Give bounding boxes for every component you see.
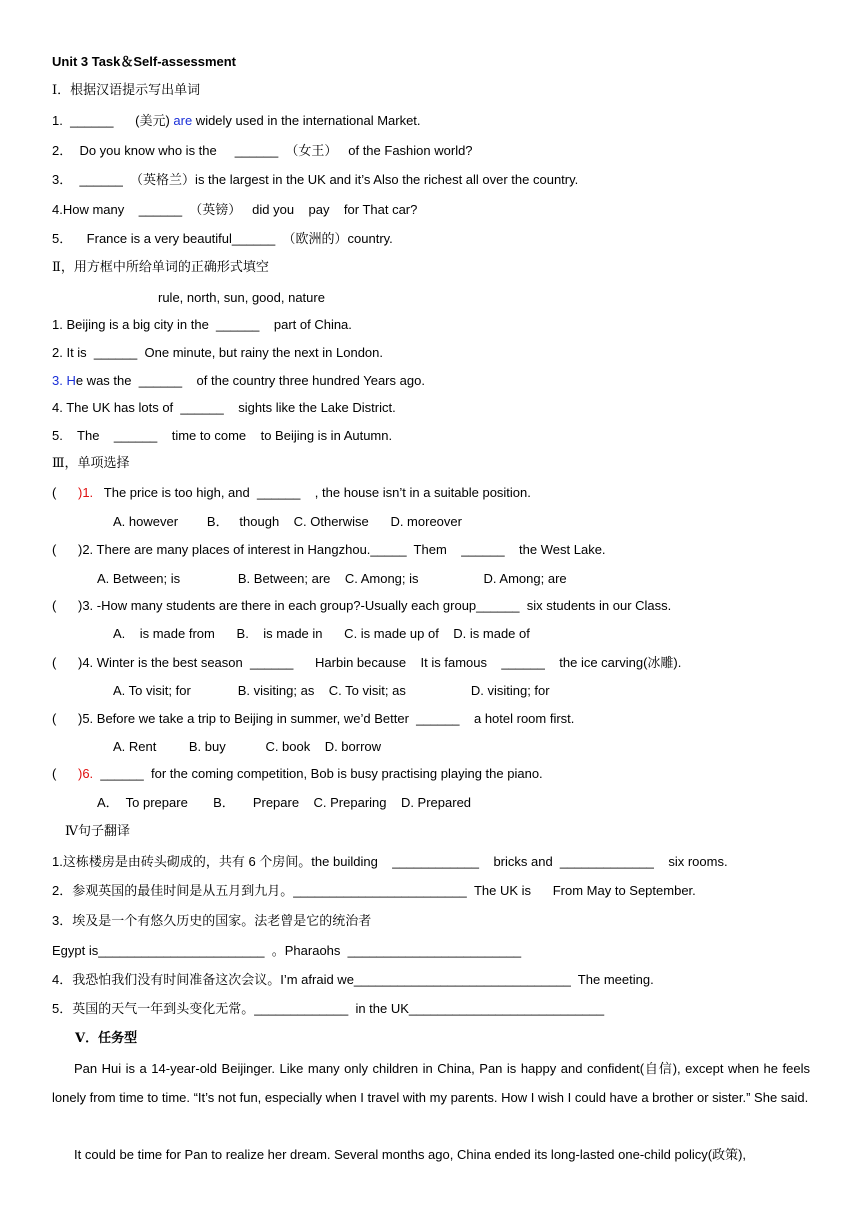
reading-paragraph-2: It could be time for Pan to realize her dream. Several months ago, China ended its long-lasted one-child policy(政策), (74, 1147, 747, 1162)
page-title: Unit 3 Task＆Self-assessment (52, 54, 236, 69)
s1-q1-part-c: widely used in the international Market. (192, 113, 421, 128)
s2-question-2: 2. It is ______ One minute, but rainy the next in London. (52, 345, 383, 360)
s2-question-1: 1. Beijing is a big city in the ______ part of China. (52, 317, 352, 332)
s3-question-3: ( )3. -How many students are there in each group?-Usually each group______ six students in our Class. (52, 598, 672, 613)
s3-q1-options: A. however B． though C. Otherwise D. moreover (113, 514, 462, 529)
s3-question-4: ( )4. Winter is the best season ______ Harbin because It is famous ______ the ice carving(冰雕). (52, 655, 682, 670)
s1-question-5: 5． France is a very beautiful______ （欧洲的）country. (52, 231, 393, 246)
s4-question-4: 4．我恐怕我们没有时间准备这次会议。I’m afraid we______________________________ The meeting. (52, 972, 654, 987)
word-box: rule, north, sun, good, nature (158, 290, 325, 305)
s1-question-4: 4.How many ______ （英镑） did you pay for That car? (52, 202, 418, 217)
s3-question-6 (52, 765, 543, 783)
s3-q3-options: A. is made from B. is made in C. is made up of D. is made of (113, 626, 530, 641)
s4-question-2: 2．参观英国的最佳时间是从五月到九月。________________________ The UK is From May to September. (52, 883, 696, 898)
s4-question-5: 5．英国的天气一年到头变化无常。_____________ in the UK___________________________ (52, 1001, 605, 1016)
s2-q3-part-b: e was the ______ of the country three hundred Years ago. (75, 373, 425, 388)
s4-question-3-answer-line: Egypt is_______________________ 。Pharaohs ________________________ (52, 943, 522, 958)
s4-question-3: 3．埃及是一个有悠久历史的国家。法老曾是它的统治者 (52, 913, 372, 928)
s3-question-1 (52, 484, 531, 502)
s3-q1-bracket: ( (52, 485, 78, 500)
section-5-heading: Ⅴ．任务型 (75, 1031, 138, 1046)
s3-question-5: ( )5. Before we take a trip to Beijing in summer, we’d Better ______ a hotel room first. (52, 711, 575, 726)
s3-q6-number: )6. (78, 766, 94, 781)
s3-q6-text: ______ for the coming competition, Bob is busy practising playing the piano. (93, 766, 543, 781)
s2-question-5: 5. The ______ time to come to Beijing is in Autumn. (52, 428, 393, 443)
s3-q4-options: A. To visit; for B. visiting; as C. To visit; as D. visiting; for (113, 683, 550, 698)
s3-question-2: ( )2. There are many places of interest in Hangzhou._____ Them ______ the West Lake. (52, 542, 606, 557)
section-1-heading: Ⅰ．根据汉语提示写出单词 (52, 83, 201, 98)
s1-question-1 (52, 112, 421, 130)
reading-paragraph-1: Pan Hui is a 14-year-old Beijinger. Like many only children in China, Pan is happy and confident(自信), except when he feels lonely from time to time. “It’s not fun, especially when I travel with my parents. How I wish I could have a brother or sister.” She said. (52, 1061, 810, 1105)
s4-question-1: 1.这栋楼房是由砖头砌成的，共有 6 个房间。the building ____________ bricks and _____________ six rooms. (52, 854, 728, 869)
s1-question-3: 3． ______ （英格兰）is the largest in the UK and it’s Also the richest all over the country. (52, 172, 579, 187)
s1-question-2: 2． Do you know who is the ______ （女王） of the Fashion world? (52, 143, 473, 158)
s3-q6-options: A． To prepare B． Prepare C. Preparing D. Prepared (97, 795, 472, 810)
s2-question-4: 4. The UK has lots of ______ sights like the Lake District. (52, 400, 396, 415)
section-4-heading: Ⅳ句子翻译 (65, 824, 130, 839)
s3-q1-text: The price is too high, and ______ , the house isn’t in a suitable position. (93, 485, 531, 500)
section-2-heading: Ⅱ，用方框中所给单词的正确形式填空 (52, 260, 269, 275)
s1-q1-part-a: 1. ______ (美元) (52, 113, 174, 128)
s3-q2-options: A. Between; is B. Between; are C. Among; is D. Among; are (97, 571, 567, 586)
s2-question-3 (52, 372, 425, 390)
s3-q6-bracket: ( (52, 766, 78, 781)
s2-q3-part-a: 3. H (52, 373, 76, 388)
s3-q5-options: A. Rent B. buy C. book D. borrow (113, 739, 382, 754)
s1-q1-part-b: are (173, 113, 193, 128)
section-3-heading: Ⅲ，单项选择 (52, 456, 130, 471)
s3-q1-number: )1. (78, 485, 94, 500)
